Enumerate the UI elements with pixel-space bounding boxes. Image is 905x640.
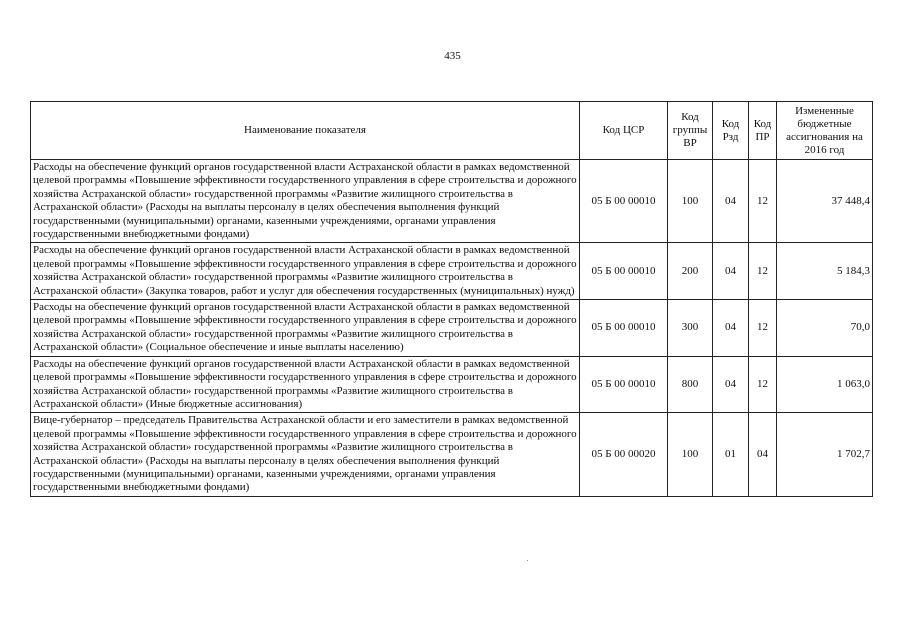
header-amount: Измененные бюджетные ассигнования на 2016 год — [777, 102, 873, 160]
row-pr: 04 — [749, 413, 777, 496]
table-header-row — [31, 102, 873, 160]
row-amount: 1 063,0 — [777, 356, 873, 413]
row-name: Вице-губернатор – председатель Правительства Астраханской области и его заместители в рамках ведомственной целевой программы «Повышение эффективности государственного управления в сфере строительства и дорожного хозяйства Астраханской области» государственной программы «Развитие жилищного строительства в Астраханской области» (Расходы на выплаты персоналу в целях обеспечения выполнения функций государственными (муниципальными) органами, казенными учреждениями, органами управления государственными внебюджетными фондами) — [31, 413, 580, 496]
row-csr: 05 Б 00 00010 — [580, 243, 668, 300]
row-name: Расходы на обеспечение функций органов государственной власти Астраханской области в рамках ведомственной целевой программы «Повышение эффективности государственного управления в сфере строительства и дорожного хозяйства Астраханской области» государственной программы «Развитие жилищного строительства в Астраханской области» (Иные бюджетные ассигнования) — [31, 356, 580, 413]
row-amount: 37 448,4 — [777, 160, 873, 243]
row-vr: 100 — [668, 413, 713, 496]
row-rzd: 04 — [713, 243, 749, 300]
header-vr: Код группы ВР — [668, 102, 713, 160]
row-amount: 1 702,7 — [777, 413, 873, 496]
table-row — [31, 413, 873, 496]
row-rzd: 04 — [713, 300, 749, 357]
row-name: Расходы на обеспечение функций органов государственной власти Астраханской области в рамках ведомственной целевой программы «Повышение эффективности государственного управления в сфере строительства и дорожного хозяйства Астраханской области» государственной программы «Развитие жилищного строительства в Астраханской области» (Расходы на выплаты персоналу в целях обеспечения выполнения функций государственными (муниципальными) органами, казенными учреждениями, органами управления государственными внебюджетными фондами) — [31, 160, 580, 243]
row-amount: 70,0 — [777, 300, 873, 357]
row-vr: 200 — [668, 243, 713, 300]
row-rzd: 04 — [713, 160, 749, 243]
row-csr: 05 Б 00 00010 — [580, 356, 668, 413]
table-row — [31, 160, 873, 243]
row-csr: 05 Б 00 00020 — [580, 413, 668, 496]
row-name: Расходы на обеспечение функций органов государственной власти Астраханской области в рамках ведомственной целевой программы «Повышение эффективности государственного управления в сфере строительства и дорожного хозяйства Астраханской области» государственной программы «Развитие жилищного строительства в Астраханской области» (Закупка товаров, работ и услуг для обеспечения государственных (муниципальных) нужд) — [31, 243, 580, 300]
row-rzd: 04 — [713, 356, 749, 413]
row-pr: 12 — [749, 300, 777, 357]
page-number: 435 — [444, 50, 461, 62]
table-row — [31, 243, 873, 300]
row-vr: 800 — [668, 356, 713, 413]
row-vr: 100 — [668, 160, 713, 243]
header-csr: Код ЦСР — [580, 102, 668, 160]
header-rzd: Код Рзд — [713, 102, 749, 160]
row-rzd: 01 — [713, 413, 749, 496]
header-pr: Код ПР — [749, 102, 777, 160]
row-csr: 05 Б 00 00010 — [580, 300, 668, 357]
budget-table — [30, 101, 873, 497]
row-csr: 05 Б 00 00010 — [580, 160, 668, 243]
row-vr: 300 — [668, 300, 713, 357]
table-row — [31, 356, 873, 413]
scan-speck — [527, 560, 528, 561]
row-pr: 12 — [749, 356, 777, 413]
row-amount: 5 184,3 — [777, 243, 873, 300]
row-pr: 12 — [749, 160, 777, 243]
table-row — [31, 300, 873, 357]
row-name: Расходы на обеспечение функций органов государственной власти Астраханской области в рамках ведомственной целевой программы «Повышение эффективности государственного управления в сфере строительства и дорожного хозяйства Астраханской области» государственной программы «Развитие жилищного строительства в Астраханской области» (Социальное обеспечение и иные выплаты населению) — [31, 300, 580, 357]
header-name: Наименование показателя — [31, 102, 580, 160]
row-pr: 12 — [749, 243, 777, 300]
